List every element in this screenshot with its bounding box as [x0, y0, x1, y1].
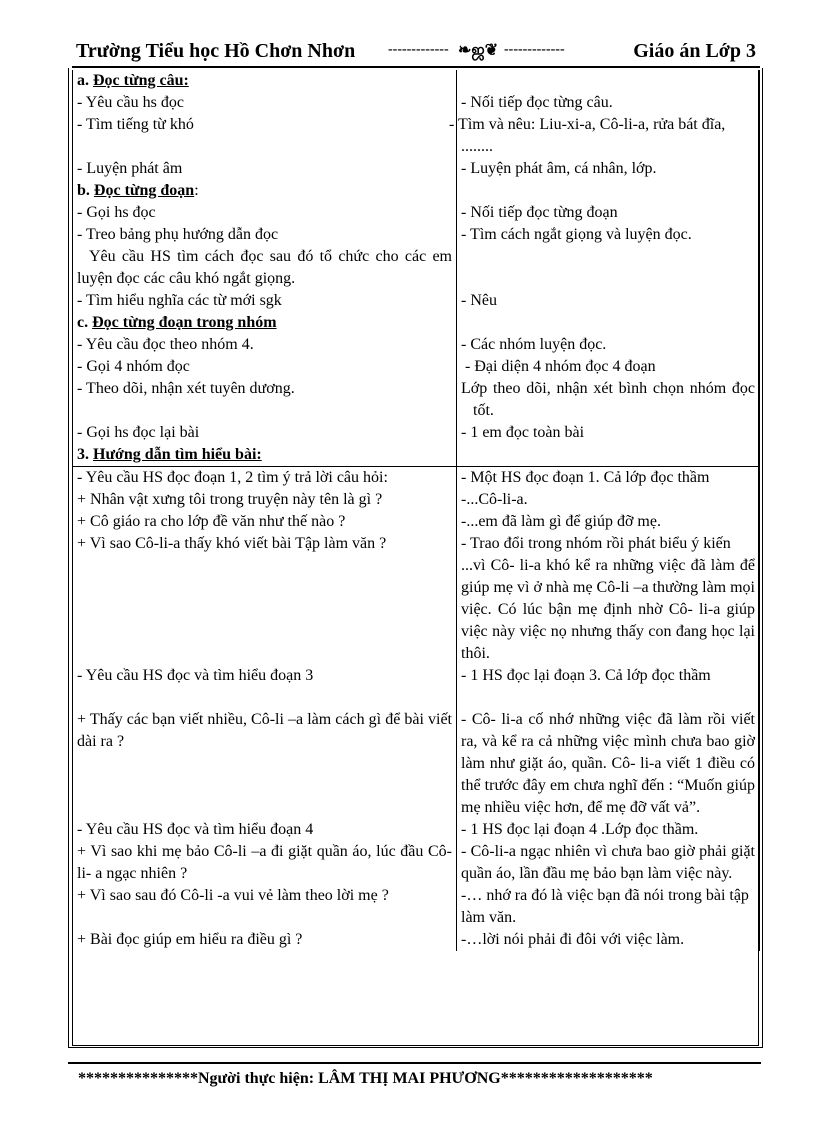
teacher-cell: + Vì sao sau đó Cô-li -a vui vẻ làm theo lời mẹ ?: [73, 885, 457, 929]
footer-stars-right: *******************: [500, 1070, 653, 1087]
teacher-cell: - Theo dõi, nhận xét tuyên dương.: [73, 378, 457, 422]
teacher-cell: + Cô giáo ra cho lớp đề văn như thế nào ?: [73, 511, 457, 533]
teacher-cell: - Gọi 4 nhóm đọc: [73, 356, 457, 378]
student-cell: - Tìm và nêu: Liu-xi-a, Cô-li-a, rửa bát đĩa, ........: [457, 114, 760, 158]
teacher-cell: - Luyện phát âm: [73, 158, 457, 180]
student-cell: [457, 70, 760, 92]
section-heading: Đọc từng đoạn trong nhóm: [92, 314, 277, 331]
student-cell: Lớp theo dõi, nhận xét bình chọn nhóm đọc tốt.: [457, 378, 760, 422]
book-ornament-icon: ❧ஜ❦: [458, 42, 499, 59]
lesson-plan-title: Giáo án Lớp 3: [633, 40, 756, 62]
teacher-cell: a. Đọc từng câu:: [73, 70, 457, 92]
student-cell: [457, 312, 760, 334]
teacher-cell: Yêu cầu HS tìm cách đọc sau đó tổ chức cho các em luyện đọc các câu khó ngắt giọng.: [73, 246, 457, 290]
student-cell: - Cô- li-a cố nhớ những việc đã làm rồi viết ra, và kể ra cả những việc mình chưa bao giờ làm như giặt áo, quần. Cô- li-a viết 1 điều có thể trước đây em chưa nghĩ đến : “Muốn giúp mẹ nhiều việc hơn, để mẹ đỡ vất vả”.: [457, 709, 760, 819]
student-cell: -…lời nói phải đi đôi với việc làm.: [457, 929, 760, 951]
table-row: [73, 555, 760, 665]
teacher-cell: - Yêu cầu HS đọc và tìm hiểu đoạn 4: [73, 819, 457, 841]
teacher-cell: c. Đọc từng đoạn trong nhóm: [73, 312, 457, 334]
page-footer: [78, 1070, 653, 1088]
student-cell: - Luyện phát âm, cá nhân, lớp.: [457, 158, 760, 180]
teacher-cell: - Yêu cầu HS đọc và tìm hiểu đoạn 3: [73, 665, 457, 709]
teacher-cell: - Gọi hs đọc: [73, 202, 457, 224]
teacher-cell: 3. Hướng dẫn tìm hiểu bài:: [73, 444, 457, 467]
footer-rule: [68, 1062, 761, 1064]
student-cell: - Nối tiếp đọc từng đoạn: [457, 202, 760, 224]
section-heading: Đọc từng câu:: [93, 72, 189, 89]
teacher-cell: + Nhân vật xưng tôi trong truyện này tên là gì ?: [73, 489, 457, 511]
footer-stars-left: ***************: [78, 1070, 198, 1087]
table-row: [73, 709, 760, 819]
table-row: [73, 246, 760, 290]
table-row: [73, 114, 760, 158]
teacher-cell: - Tìm hiểu nghĩa các từ mới sgk: [73, 290, 457, 312]
teacher-cell: [73, 555, 457, 665]
table-row: [73, 202, 760, 224]
teacher-cell: - Yêu cầu hs đọc: [73, 92, 457, 114]
table-row: [73, 290, 760, 312]
student-cell: [457, 444, 760, 467]
author-line: Người thực hiện: LÂM THỊ MAI PHƯƠNG: [198, 1070, 501, 1087]
student-cell: [457, 246, 760, 290]
header-dashes-right: -------------: [504, 42, 565, 57]
student-cell: -...em đã làm gì để giúp đỡ mẹ.: [457, 511, 760, 533]
header-dashes-left: -------------: [388, 42, 449, 57]
teacher-cell: + Thấy các bạn viết nhiều, Cô-li –a làm cách gì để bài viết dài ra ?: [73, 709, 457, 819]
student-cell: - Tìm cách ngắt giọng và luyện đọc.: [457, 224, 760, 246]
teacher-cell: - Gọi hs đọc lại bài: [73, 422, 457, 444]
student-cell: - Các nhóm luyện đọc.: [457, 334, 760, 356]
student-cell: -… nhớ ra đó là việc bạn đã nói trong bài tập làm văn.: [457, 885, 760, 929]
table-row: [73, 356, 760, 378]
teacher-cell: b. Đọc từng đoạn:: [73, 180, 457, 202]
student-cell: - Nối tiếp đọc từng câu.: [457, 92, 760, 114]
student-cell: - Trao đổi trong nhóm rồi phát biểu ý kiến: [457, 533, 760, 555]
table-row: [73, 444, 760, 467]
student-cell: - 1 HS đọc lại đoạn 4 .Lớp đọc thầm.: [457, 819, 760, 841]
table-row: [73, 378, 760, 422]
table-row: [73, 70, 760, 92]
teacher-cell: - Tìm tiếng từ khó: [73, 114, 457, 158]
table-row: [73, 489, 760, 511]
student-cell: - 1 HS đọc lại đoạn 3. Cả lớp đọc thầm: [457, 665, 760, 709]
student-cell: - Nêu: [457, 290, 760, 312]
student-cell: [457, 180, 760, 202]
teacher-cell: - Yêu cầu đọc theo nhóm 4.: [73, 334, 457, 356]
student-cell: -...Cô-li-a.: [457, 489, 760, 511]
table-row: [73, 92, 760, 114]
page-header: [76, 40, 756, 66]
table-row: [73, 422, 760, 444]
table-row: [73, 224, 760, 246]
student-cell: ...vì Cô- li-a khó kể ra những việc đã làm để giúp mẹ vì ở nhà mẹ Cô-li –a thường làm mọi việc. Có lúc bận mẹ định nhờ Cô- li-a giúp việc này việc nọ nhưng thấy con đang học lại thôi.: [457, 555, 760, 665]
table-row: [73, 819, 760, 841]
section-heading: Đọc từng đoạn: [93, 182, 195, 199]
teacher-cell: - Treo bảng phụ hướng dẫn đọc: [73, 224, 457, 246]
table-row: [73, 158, 760, 180]
teacher-cell: + Vì sao khi mẹ bảo Cô-li –a đi giặt quần áo, lúc đầu Cô-li- a ngạc nhiên ?: [73, 841, 457, 885]
student-cell: - Một HS đọc đoạn 1. Cả lớp đọc thầm: [457, 467, 760, 490]
student-cell: - Cô-li-a ngạc nhiên vì chưa bao giờ phải giặt quần áo, lần đầu mẹ bảo bạn làm việc này.: [457, 841, 760, 885]
table-row: [73, 312, 760, 334]
lesson-table: [72, 70, 760, 951]
table-row: [73, 841, 760, 885]
teacher-cell: - Yêu cầu HS đọc đoạn 1, 2 tìm ý trả lời câu hỏi:: [73, 467, 457, 490]
table-row: [73, 334, 760, 356]
table-row: [73, 885, 760, 929]
school-name: Trường Tiểu học Hồ Chơn Nhơn: [76, 40, 356, 62]
teacher-cell: + Vì sao Cô-li-a thấy khó viết bài Tập làm văn ?: [73, 533, 457, 555]
table-row: [73, 533, 760, 555]
table-row: [73, 467, 760, 490]
student-cell: - 1 em đọc toàn bài: [457, 422, 760, 444]
table-row: [73, 665, 760, 709]
table-row: [73, 180, 760, 202]
table-row: [73, 511, 760, 533]
student-cell: - Đại diện 4 nhóm đọc 4 đoạn: [457, 356, 760, 378]
table-row: [73, 929, 760, 951]
section-heading: Hướng dẫn tìm hiểu bài:: [93, 446, 262, 463]
teacher-cell: + Bài đọc giúp em hiểu ra điều gì ?: [73, 929, 457, 951]
